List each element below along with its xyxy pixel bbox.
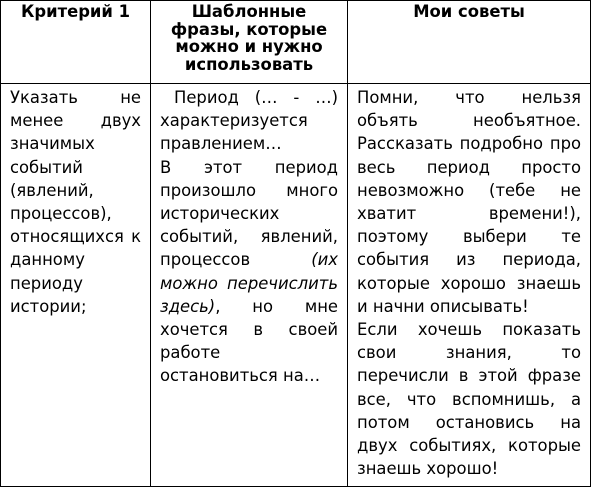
advice-cell xyxy=(348,84,591,487)
phrase-hint: (их можно перечислить здесь) xyxy=(160,250,338,316)
phrases-cell xyxy=(151,84,348,487)
header-template-phrases: Шаблонные фразы, которые можно и нужно использовать xyxy=(151,1,348,84)
criterion-text: Указать не менее двух значимых событий (явлений, процессов), относящихся к данному периоду истории; xyxy=(10,88,141,316)
phrase-paragraph-2 xyxy=(160,156,338,388)
table-header-row xyxy=(1,1,591,84)
criterion-cell xyxy=(1,84,151,487)
advice-paragraph-1: Помни, что нельзя объять необъятное. Рассказать подробно про весь период просто невозможно (тебе не хватит времени!), поэтому выбери те события из периода, которые хорошо знаешь и начни описывать! xyxy=(357,88,581,316)
phrase-text-1: Период (… - …) характеризуется правлением… xyxy=(160,88,338,154)
phrase-text-2-end: , но мне хочется в своей работе остановиться на… xyxy=(160,296,338,386)
phrase-text-2-start: В этот период произошло много исторических событий, явлений, процессов xyxy=(160,157,338,270)
advice-paragraph-2: Если хочешь показать свои знания, то перечисли в этой фразе все, что вспомнишь, а потом остановись на двух событиях, которые знаешь хорошо! xyxy=(357,320,581,479)
header-my-advice: Мои советы xyxy=(348,1,591,84)
header-criterion: Критерий 1 xyxy=(1,1,151,84)
phrase-paragraph-1 xyxy=(160,86,338,156)
table-row xyxy=(1,84,591,487)
